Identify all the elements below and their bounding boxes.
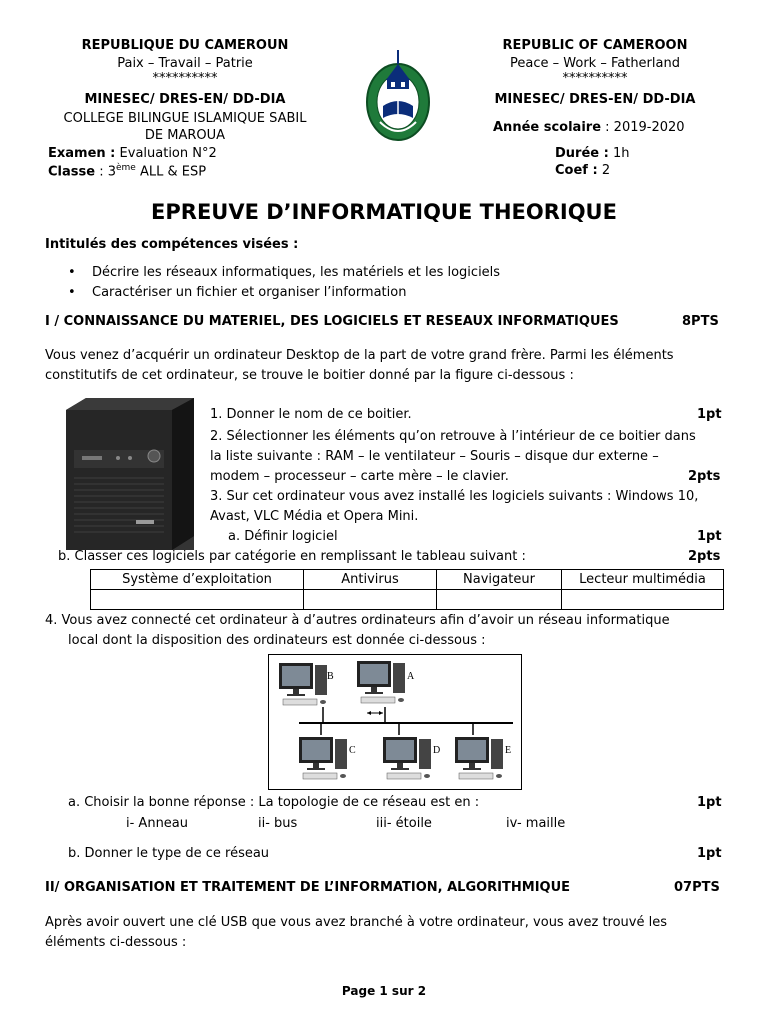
bullet-2: •	[68, 285, 76, 300]
ministry-right: MINESEC/ DRES-EN/ DD-DIA	[494, 92, 696, 107]
motto-en: Peace – Work – Fatherland	[510, 56, 680, 71]
coef-line	[555, 163, 610, 178]
page-title: EPREUVE D’INFORMATIQUE THEORIQUE	[151, 200, 617, 224]
bullet-1: •	[68, 265, 76, 280]
section2-heading: II/ ORGANISATION ET TRAITEMENT DE L’INFORMATION, ALGORITHMIQUE	[45, 880, 571, 895]
competences-heading: Intitulés des compétences visées :	[45, 237, 299, 252]
section1-intro-line1: Vous venez d’acquérir un ordinateur Desktop de la part de votre grand frère. Parmi les éléments	[45, 348, 674, 363]
section2-intro-line2: éléments ci-dessous :	[45, 935, 187, 950]
class-num: 3	[107, 164, 116, 180]
table-cell[interactable]	[91, 590, 304, 610]
option-1: i- Anneau	[126, 816, 189, 831]
question-4b-points: 1pt	[697, 846, 722, 861]
section1-points: 8PTS	[682, 314, 719, 329]
table-header-cell: Antivirus	[304, 570, 437, 590]
computer-e	[453, 735, 533, 785]
question-2-line3: modem – processeur – carte mère – le clavier.	[210, 469, 509, 484]
table-header-cell: Navigateur	[437, 570, 562, 590]
label-d: D	[433, 745, 441, 756]
question-3-line1: 3. Sur cet ordinateur vous avez installé les logiciels suivants : Windows 10,	[210, 489, 699, 504]
question-4b: b. Donner le type de ce réseau	[68, 846, 270, 861]
software-classification-table	[90, 569, 724, 610]
duration-line	[555, 146, 629, 161]
class-rest: ALL & ESP	[135, 164, 207, 180]
computer-case-image	[60, 396, 200, 552]
country-fr: REPUBLIQUE DU CAMEROUN	[81, 38, 289, 53]
class-label: Classe	[48, 164, 96, 180]
question-3a-points: 1pt	[697, 529, 722, 544]
computer-a	[355, 659, 435, 709]
question-4-line1: 4. Vous avez connecté cet ordinateur à d’autres ordinateurs afin d’avoir un réseau informatique	[45, 613, 670, 628]
question-1-points: 1pt	[697, 407, 722, 422]
school-name-line2: DE MAROUA	[144, 128, 226, 143]
label-e: E	[505, 745, 512, 756]
question-4-line2: local dont la disposition des ordinateurs est donnée ci-dessous :	[68, 633, 486, 648]
question-4a-points: 1pt	[697, 795, 722, 810]
question-3-line2: Avast, VLC Média et Opera Mini.	[210, 509, 419, 524]
table-header-row	[91, 570, 724, 590]
label-a: A	[407, 671, 415, 682]
page-number: Page 1 sur 2	[341, 984, 427, 998]
question-1: 1. Donner le nom de ce boitier.	[210, 407, 412, 422]
question-4a: a. Choisir la bonne réponse : La topologie de ce réseau est en :	[68, 795, 480, 810]
table-cell[interactable]	[437, 590, 562, 610]
computer-d	[381, 735, 461, 785]
label-b: B	[327, 671, 334, 682]
coef-value: 2	[601, 163, 611, 178]
question-2-line2: la liste suivante : RAM – le ventilateur – Souris – disque dur externe –	[210, 449, 659, 464]
class-sup: ème	[116, 163, 136, 173]
question-3a: a. Définir logiciel	[228, 529, 338, 544]
section1-heading: I / CONNAISSANCE DU MATERIEL, DES LOGICIELS ET RESEAUX INFORMATIQUES	[45, 314, 619, 329]
table-header-cell: Système d’exploitation	[91, 570, 304, 590]
question-3b: b. Classer ces logiciels par catégorie en remplissant le tableau suivant :	[58, 549, 526, 564]
duration-label: Durée :	[555, 146, 609, 161]
school-year	[493, 120, 685, 135]
duration-value: 1h	[612, 146, 630, 161]
table-row	[91, 590, 724, 610]
country-en: REPUBLIC OF CAMEROON	[502, 38, 688, 53]
competence-item: Caractériser un fichier et organiser l’information	[92, 285, 407, 300]
class-line	[48, 163, 206, 179]
stars-left: **********	[152, 71, 218, 86]
motto-fr: Paix – Travail – Patrie	[117, 56, 253, 71]
computer-c	[297, 735, 377, 785]
option-2: ii- bus	[258, 816, 298, 831]
year-value: : 2019-2020	[601, 120, 685, 135]
school-name-line1: COLLEGE BILINGUE ISLAMIQUE SABIL	[63, 111, 307, 126]
stars-right: **********	[562, 71, 628, 86]
section1-intro-line2: constitutifs de cet ordinateur, se trouve le boitier donné par la figure ci-dessous :	[45, 368, 574, 383]
coef-label: Coef :	[555, 163, 598, 178]
class-sep: :	[95, 164, 108, 180]
exam-line	[48, 146, 217, 161]
option-4: iv- maille	[506, 816, 566, 831]
table-header-cell: Lecteur multimédia	[562, 570, 724, 590]
year-label: Année scolaire	[493, 120, 602, 135]
computer-b	[277, 661, 357, 711]
exam-value: Evaluation N°2	[119, 146, 217, 161]
option-3: iii- étoile	[376, 816, 432, 831]
network-diagram	[268, 654, 522, 790]
school-logo	[358, 46, 438, 146]
table-cell[interactable]	[562, 590, 724, 610]
competence-item: Décrire les réseaux informatiques, les matériels et les logiciels	[92, 265, 501, 280]
label-c: C	[349, 745, 356, 756]
section2-points: 07PTS	[674, 880, 720, 895]
question-2-points: 2pts	[688, 469, 721, 484]
question-3b-points: 2pts	[688, 549, 721, 564]
question-2-line1: 2. Sélectionner les éléments qu’on retrouve à l’intérieur de ce boitier dans	[210, 429, 696, 444]
exam-label: Examen :	[48, 146, 116, 161]
ministry-left: MINESEC/ DRES-EN/ DD-DIA	[84, 92, 286, 107]
section2-intro-line1: Après avoir ouvert une clé USB que vous avez branché à votre ordinateur, vous avez trouvé les	[45, 915, 668, 930]
table-cell[interactable]	[304, 590, 437, 610]
